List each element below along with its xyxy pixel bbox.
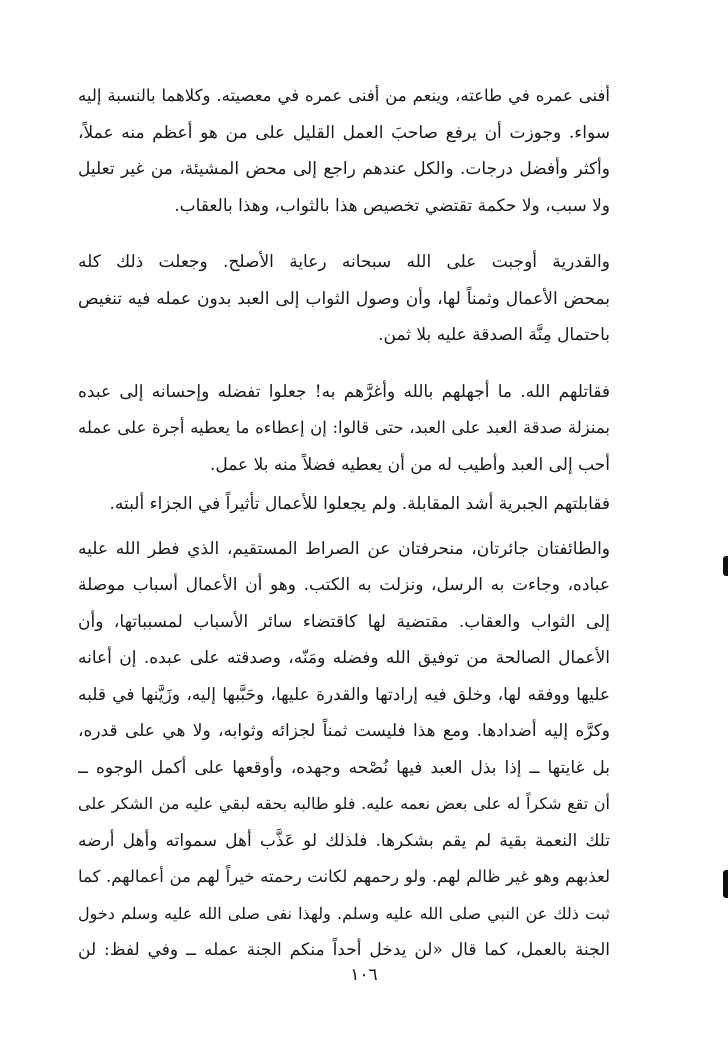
text-line: والقدرية أوجبت على الله سبحانه رعاية الأصلح. وجعلت ذلك كله	[78, 252, 610, 272]
text-line: ثبت ذلك عن النبي صلى الله عليه وسلم. ولهذا نفى صلى الله عليه وسلم دخول	[78, 903, 610, 923]
text-line: لعذبهم وهو غير ظالم لهم. ولو رحمهم لكانت رحمته خيراً لهم من أعمالهم. كما	[78, 867, 610, 886]
page-body	[78, 78, 610, 969]
text-line: عباده، وجاءت به الرسل، ونزلت به الكتب. وهو أن الأعمال أسباب موصلة	[78, 575, 610, 595]
text-line: سواء. وجوزت أن يرفع صاحبَ العمل القليل على من هو أعظم منه عملاً،	[78, 122, 610, 143]
text-line: فقاتلهم الله. ما أجهلهم بالله وأغرَّهم به! جعلوا تفضله وإحسانه إلى عبده	[78, 381, 610, 402]
paragraph-3	[78, 374, 610, 484]
text-line: أحب إلى العبد وأطيب له من أن يعطيه فضلاً منه بلا عمل.	[209, 454, 610, 475]
page-number: ١٠٦	[350, 965, 378, 985]
page-edge-mark	[723, 870, 728, 898]
text-line: إلى الثواب والعقاب. مقتضية لها كاقتضاء سائر الأسباب لمسبباتها، وأن	[78, 611, 610, 632]
text-line: فقابلتهم الجبرية أشد المقابلة. ولم يجعلوا للأعمال تأثيراً في الجزاء ألبته.	[109, 494, 610, 514]
text-line: والطائفتان جائرتان، منحرفتان عن الصراط المستقيم، الذي فطر الله عليه	[78, 538, 610, 559]
text-line: أن تقع شكراً له على بعض نعمه عليه. فلو طالبه بحقه لبقي عليه من الشكر على	[78, 794, 610, 813]
paragraph-5	[78, 531, 610, 969]
page-edge-mark	[723, 556, 728, 576]
text-line: وكرَّه إليه أضدادها. ومع هذا فليست ثمناً لجزائه وثوابه، ولا هي على قدره،	[78, 721, 610, 741]
text-line: بمحض الأعمال وثمناً لها، وأن وصول الثواب إلى العبد بدون عمله فيه تنغيص	[78, 288, 610, 309]
text-line: عليها ووفقه لها، وخلق فيه إرادتها والقدرة عليها، وحَبَّبها إليه، وزَيَّنها في قلبه	[78, 684, 610, 705]
text-line: أفنى عمره في طاعته، وينعم من أفنى عمره في معصيته. وكلاهما بالنسبة إليه	[78, 86, 610, 105]
paragraph-1	[78, 78, 610, 224]
text-line: الأعمال الصالحة من توفيق الله وفضله ومَنّه، وصدقته على عبده. إن أعانه	[78, 648, 610, 668]
text-line: باحتمال مِنَّة الصدقة عليه بلا ثمن.	[378, 325, 610, 345]
paragraph-2	[78, 244, 610, 354]
paragraph-4	[78, 486, 610, 523]
text-line: ولا سبب، ولا حكمة تقتضي تخصيص هذا بالثواب، وهذا بالعقاب.	[174, 195, 610, 216]
text-line: بمنزلة صدقة العبد على العبد، حتى قالوا: إن إعطاءه ما يعطيه أجرة على عمله	[78, 418, 610, 437]
text-line: تلك النعمة بقية لم يقم بشكرها. فلذلك لو عَذَّب أهل سمواته وأهل أرضه	[78, 830, 610, 851]
text-line: بل غايتها ــ إذا بذل العبد فيها نُصْحه وجهده، وأوقعها على أكمل الوجوه ــ	[78, 757, 610, 778]
text-line: وأكثر وأفضل درجات. والكل عندهم راجع إلى محض المشيئة، من غير تعليل	[78, 159, 610, 179]
text-line: الجنة بالعمل، كما قال «لن يدخل أحداً منكم الجنة عمله ــ وفي لفظ: لن	[78, 940, 610, 960]
